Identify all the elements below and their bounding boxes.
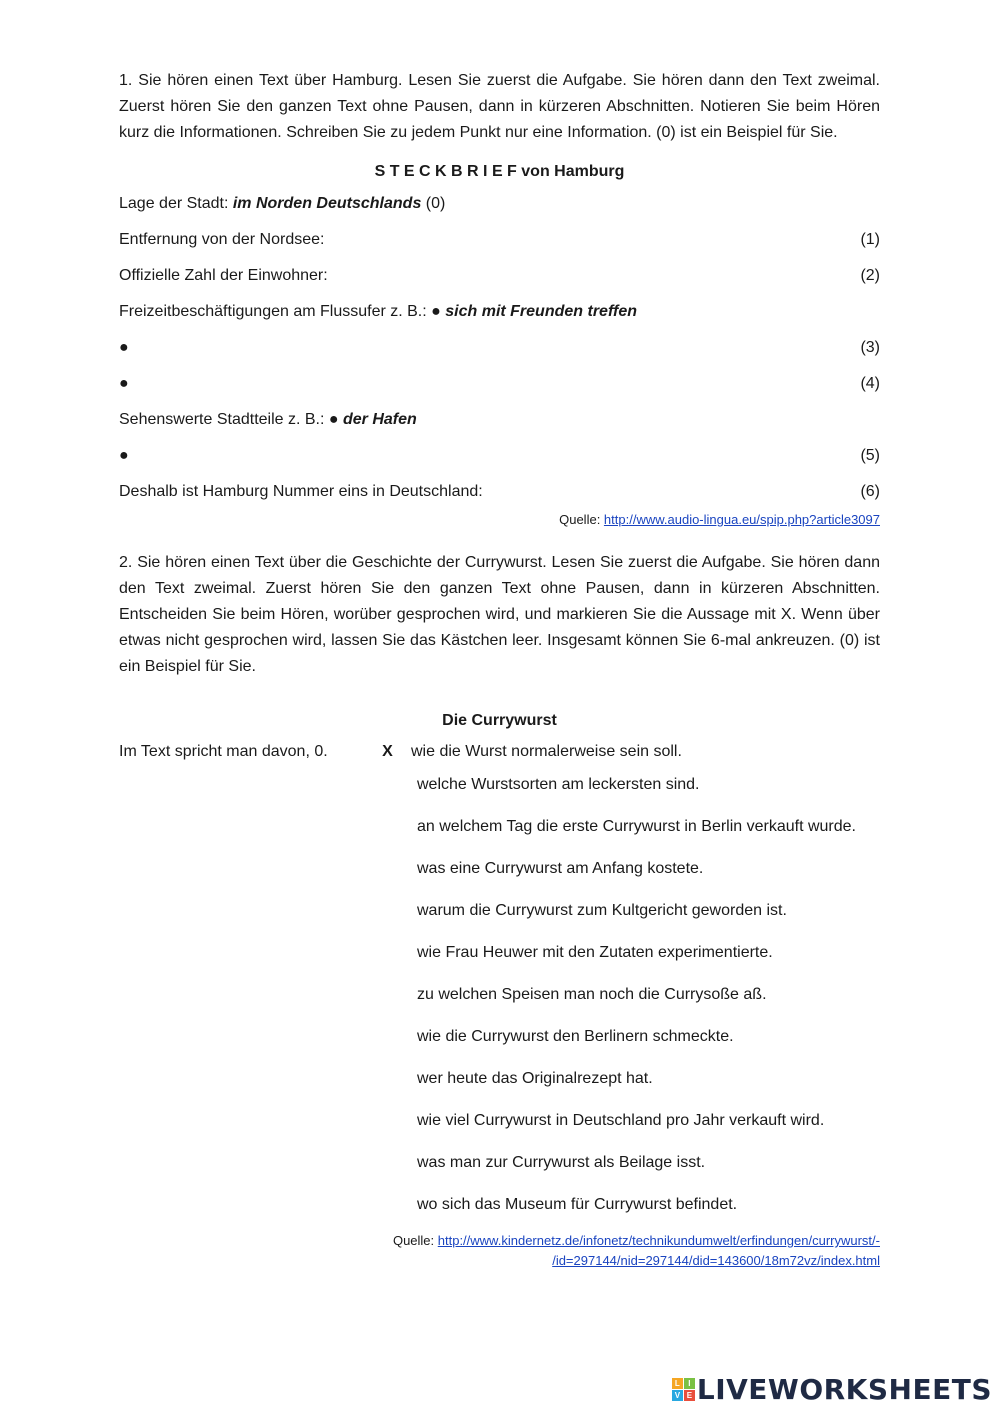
- worksheet-page: [119, 68, 880, 1271]
- source-label: Quelle:: [559, 512, 604, 527]
- option-item[interactable]: wie Frau Heuwer mit den Zutaten experimentierte.: [417, 944, 773, 961]
- option-text-0: wie die Wurst normalerweise sein soll.: [411, 743, 682, 760]
- option-item[interactable]: wie die Currywurst den Berlinern schmeckte.: [417, 1028, 734, 1045]
- option-item[interactable]: zu welchen Speisen man noch die Currysoße aß.: [417, 986, 767, 1003]
- item-number-2: (2): [860, 267, 880, 284]
- logo-text: LIVEWORKSHEETS: [696, 1372, 992, 1406]
- task1-title-rest: von Hamburg: [516, 163, 625, 180]
- task1-title: [119, 161, 880, 183]
- option-item[interactable]: welche Wurstsorten am leckersten sind.: [417, 776, 700, 793]
- bullet-row-5: [119, 438, 880, 474]
- source-link-line1[interactable]: http://www.kindernetz.de/infonetz/technikundumwelt/erfindungen/currywurst/-: [437, 1233, 880, 1248]
- lage-number: (0): [421, 195, 446, 212]
- source-link[interactable]: http://www.audio-lingua.eu/spip.php?article3097: [603, 512, 880, 527]
- freizeit-label: Freizeitbeschäftigungen am Flussufer z. B.:: [119, 303, 432, 320]
- liveworksheets-logo[interactable]: [672, 1373, 992, 1405]
- example-checkbox-mark[interactable]: X: [382, 743, 393, 760]
- bullet-row-4: [119, 366, 880, 402]
- einwohner-row: [119, 258, 880, 294]
- item-number-4: (4): [860, 375, 880, 392]
- option-item[interactable]: warum die Currywurst zum Kultgericht geworden ist.: [417, 902, 787, 919]
- logo-mark-e: E: [684, 1390, 695, 1401]
- option-item[interactable]: an welchem Tag die erste Currywurst in Berlin verkauft wurde.: [417, 818, 856, 835]
- source-label: Quelle:: [392, 1233, 438, 1248]
- option-item[interactable]: was man zur Currywurst als Beilage isst.: [417, 1154, 706, 1171]
- task2-instructions: 2. Sie hören einen Text über die Geschichte der Currywurst. Lesen Sie zuerst die Aufgabe. Sie hören dann den Text zweimal. Zuerst hören Sie den ganzen Text ohne Pausen, dann in kürzeren Abschnitten. Entscheiden Sie beim Hören, worüber gesprochen wird, und markieren Sie die Aussage mit X. Wenn über etwas nicht gesprochen wird, lassen Sie das Kästchen leer. Insgesamt können Sie 6-mal ankreuzen. (0) ist ein Beispiel für Sie.: [119, 554, 880, 675]
- logo-mark-i: I: [684, 1378, 695, 1389]
- task2-title: Die Currywurst: [442, 712, 557, 729]
- option-item[interactable]: wer heute das Originalrezept hat.: [417, 1070, 653, 1087]
- sehens-example: ● der Hafen: [328, 411, 417, 428]
- task2-source: [119, 1231, 880, 1271]
- source-link-line2[interactable]: /id=297144/nid=297144/did=143600/18m72vz/index.html: [552, 1253, 880, 1268]
- entfernung-label: Entfernung von der Nordsee:: [119, 231, 325, 248]
- option-item[interactable]: wie viel Currywurst in Deutschland pro Jahr verkauft wird.: [417, 1112, 825, 1129]
- entfernung-row: [119, 222, 880, 258]
- task1-title-spaced: S T E C K B R I E F: [374, 163, 517, 180]
- task1-source: [119, 510, 880, 530]
- deshalb-label: Deshalb ist Hamburg Nummer eins in Deutschland:: [119, 483, 483, 500]
- item-number-1: (1): [860, 231, 880, 248]
- currywurst-options: [417, 772, 880, 1217]
- bullet: ●: [119, 375, 129, 392]
- logo-mark-l: L: [672, 1378, 683, 1389]
- currywurst-example-row: [119, 738, 880, 766]
- logo-mark-icon: [672, 1378, 695, 1401]
- einwohner-label: Offizielle Zahl der Einwohner:: [119, 267, 328, 284]
- freizeit-example: ● sich mit Freunden treffen: [431, 303, 637, 320]
- bullet: ●: [119, 447, 129, 464]
- currywurst-lead: Im Text spricht man davon, 0.: [119, 743, 328, 760]
- task1-instructions: 1. Sie hören einen Text über Hamburg. Lesen Sie zuerst die Aufgabe. Sie hören dann den Text zweimal. Zuerst hören Sie den ganzen Text ohne Pausen, dann in kürzeren Abschnitten. Notieren Sie beim Hören kurz die Informationen. Schreiben Sie zu jedem Punkt nur eine Information. (0) ist ein Beispiel für Sie.: [119, 72, 880, 141]
- freizeit-row: [119, 294, 880, 330]
- lage-example: im Norden Deutschlands: [232, 195, 422, 212]
- lage-row: [119, 186, 880, 222]
- logo-mark-v: V: [672, 1390, 683, 1401]
- item-number-6: (6): [860, 483, 880, 500]
- deshalb-row: [119, 474, 880, 510]
- bullet: ●: [119, 339, 129, 356]
- option-item[interactable]: wo sich das Museum für Currywurst befindet.: [417, 1196, 738, 1213]
- option-item[interactable]: was eine Currywurst am Anfang kostete.: [417, 860, 704, 877]
- item-number-5: (5): [860, 447, 880, 464]
- bullet-row-3: [119, 330, 880, 366]
- sehens-label: Sehenswerte Stadtteile z. B.:: [119, 411, 329, 428]
- sehens-row: [119, 402, 880, 438]
- item-number-3: (3): [860, 339, 880, 356]
- lage-label: Lage der Stadt:: [119, 195, 233, 212]
